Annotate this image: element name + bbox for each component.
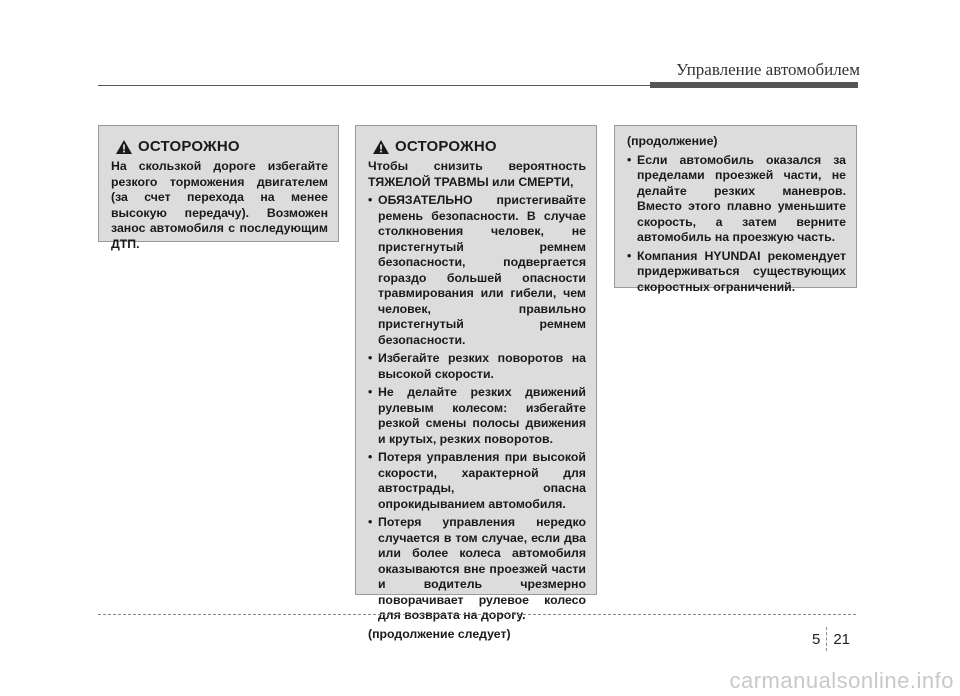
- warning-triangle-icon: [115, 139, 133, 155]
- bullet-mark: •: [368, 450, 373, 464]
- caution-box-continued: [614, 125, 857, 294]
- section-title: Управление автомобилем: [676, 60, 860, 79]
- list-item: • Избегайте резких поворотов на высокой скорости.: [368, 351, 586, 381]
- chapter-number: 5: [812, 630, 821, 648]
- caution-bullet-list: [368, 193, 586, 624]
- caution-intro: Чтобы снизить вероятность ТЯЖЕЛОЙ ТРАВМЫ или СМЕРТИ,: [368, 159, 586, 189]
- header-accent-bar: [650, 82, 858, 88]
- bullet-mark: •: [627, 152, 632, 167]
- bullet-mark: •: [368, 385, 373, 399]
- page-number-value: 21: [833, 630, 851, 648]
- warning-triangle-icon: [372, 139, 390, 155]
- list-item: • Потеря управления при высокой скорости, характерной для автострады, опасна опрокидыванием автомобиля.: [368, 450, 586, 511]
- watermark: carmanualsonline.info: [729, 668, 954, 693]
- caution-heading: [372, 138, 586, 156]
- continuation-heading: (продолжение): [627, 134, 718, 148]
- list-item: • Если автомобиль оказался за пределами проезжей части, не делайте резких маневров. Вместо этого плавно уменьшите скорость, а затем верните автомобиль на проезжую часть.: [627, 152, 846, 244]
- caution-heading: [115, 138, 328, 156]
- caution-heading-text: ОСТОРОЖНО: [395, 138, 497, 155]
- continued-note: (продолжение следует): [368, 626, 511, 641]
- list-item: • Не делайте резких движений рулевым колесом: избегайте резкой смены полосы движения и крутых, резких поворотов.: [368, 385, 586, 446]
- bullet-mark: •: [368, 515, 373, 529]
- bullet-mark: •: [627, 248, 632, 263]
- list-item: • ОБЯЗАТЕЛЬНО пристегивайте ремень безопасности. В случае столкновения человек, не пристегнутый ремнем безопасности, подвергается гораздо большей опасности травмирования или гибели, чем человек, правильно пристегнутый ремнем безопасности.: [368, 193, 586, 347]
- caution-bullet-list: [627, 153, 846, 296]
- caution-box-slippery-road: [98, 125, 339, 251]
- list-item: • Потеря управления нередко случается в том случае, если два или более колеса автомобиля оказываются вне проезжей части и водитель чрезмерно поворачивает рулевое колесо для возврата на дорогу.: [368, 515, 586, 622]
- page-number: [812, 627, 850, 651]
- caution-text: На скользкой дороге избегайте резкого торможения двигателем (за счет перехода на менее высокую передачу). Возможен занос автомобиля с последующим ДТП.: [111, 159, 328, 251]
- caution-heading-text: ОСТОРОЖНО: [138, 138, 240, 155]
- list-item: • Компания HYUNDAI рекомендует придерживаться существующих скоростных ограничений.: [627, 248, 846, 294]
- page-number-divider: [826, 627, 827, 651]
- footer-rule: [98, 614, 856, 615]
- caution-box-serious-injury: [355, 125, 597, 641]
- bullet-mark: •: [368, 193, 373, 207]
- bullet-mark: •: [368, 351, 373, 365]
